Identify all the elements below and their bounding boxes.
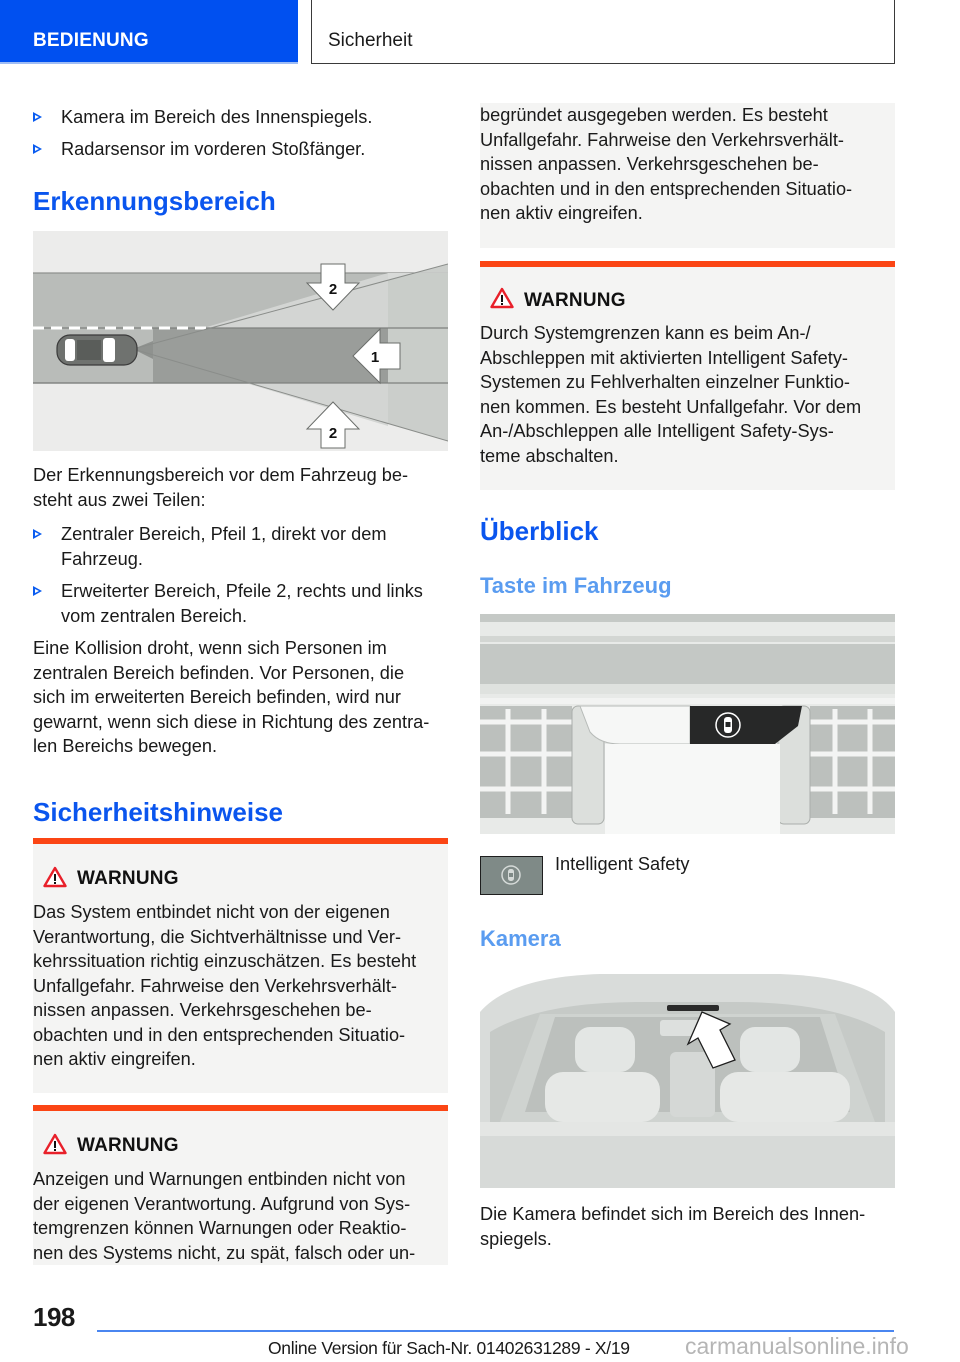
page-number: 198 [33, 1302, 75, 1332]
section-tab [0, 0, 298, 64]
warning-title: WARNUNG [77, 1135, 179, 1156]
car-circle-icon [481, 857, 541, 893]
warning-text: Anzeigen und Warnungen entbinden nicht von der eigenen Verantwortung. Aufgrund von Sys- temgrenzen können Warnungen oder Reaktio- nen des Systems nicht, zu spät, falsch oder un- [33, 1169, 416, 1263]
detection-diagram-graphic [33, 231, 448, 451]
triangle-bullet-icon [33, 144, 42, 154]
warning-box-3 [480, 261, 895, 490]
intro-bullet: Radarsensor im vorderen Stoßfänger. [33, 137, 448, 162]
intro-bullet: Kamera im Bereich des Innenspiegels. [33, 105, 448, 130]
car-icon [57, 335, 137, 365]
warning-bar [33, 1105, 448, 1111]
svg-text:2: 2 [328, 425, 338, 442]
version-text: Online Version für Sach-Nr. 01402631289 - X/19 [268, 1338, 630, 1358]
warning-text: Das System entbindet nicht von der eigenen Verantwortung, die Sichtverhältnisse und Ver- kehrssituation richtig einzuschätzen. Es besteht Unfallgefahr. Fahrweise den Verkehrsverhält- nissen anpassen. Verkehrsgeschehen be- obachten und in den entsprechenden Situatio- nen aktiv eingreifen. [33, 902, 417, 1069]
triangle-bullet-icon [33, 586, 42, 596]
warning-box-2 [33, 1105, 448, 1265]
triangle-bullet-icon [33, 112, 42, 122]
watermark: carmanualsonline.info [685, 1333, 909, 1359]
heading-erkennungsbereich: Erkennungsbereich [33, 186, 276, 216]
camera-location-figure [480, 972, 895, 1188]
heading-taste-im-fahrzeug: Taste im Fahrzeug [480, 573, 672, 598]
interior-graphic [480, 972, 895, 1188]
erkennung-paragraph-1: Der Erkennungsbereich vor dem Fahrzeug be- steht aus zwei Teilen: [33, 465, 409, 510]
svg-text:1: 1 [370, 349, 380, 366]
warning-triangle-icon [43, 866, 67, 888]
warning-triangle-icon [490, 287, 514, 309]
footer-divider [97, 1330, 894, 1332]
camera-description: Die Kamera befindet sich im Bereich des Innen- spiegels. [480, 1204, 866, 1249]
chapter-title: Sicherheit [328, 30, 413, 51]
button-label: Intelligent Safety [555, 854, 690, 874]
warning-box-1 [33, 838, 448, 1093]
intelligent-safety-button-icon [480, 856, 543, 895]
warning-title: WARNUNG [77, 868, 179, 889]
warning-triangle-icon [43, 1133, 67, 1155]
warning-bar [33, 838, 448, 844]
zone-bullet-central: Zentraler Bereich, Pfeil 1, direkt vor dem Fahrzeug. [33, 522, 448, 572]
section-tab-label: BEDIENUNG [33, 30, 149, 51]
detection-area-figure [33, 231, 448, 451]
heading-sicherheitshinweise: Sicherheitshinweise [33, 797, 283, 827]
svg-text:2: 2 [328, 281, 338, 298]
warning-box-2-continued [480, 103, 895, 248]
warning-text: Durch Systemgrenzen kann es beim An-/ Abschleppen mit aktivierten Intelligent Safety- Systemen zu Fehlverhalten einzelner Funktio- nen kommen. Es besteht Unfallgefahr. Vor dem An-/Abschleppen alle Intelligent Safety-Sys- teme abschalten. [480, 323, 862, 466]
heading-kamera: Kamera [480, 926, 561, 951]
dashboard-graphic [480, 614, 895, 834]
dashboard-button-figure [480, 614, 895, 834]
heading-ueberblick: Überblick [480, 516, 599, 546]
warning-text: begründet ausgegeben werden. Es besteht Unfallgefahr. Fahrweise den Verkehrsverhält- nissen anpassen. Verkehrsgeschehen be- obachten und in den entsprechenden Situatio- nen aktiv eingreifen. [480, 105, 853, 223]
warning-bar [480, 261, 895, 267]
erkennung-paragraph-2: Eine Kollision droht, wenn sich Personen im zentralen Bereich befinden. Vor Personen, die sich im erweiterten Bereich befinden, wird nur gewarnt, wenn sich diese in Richtung des zentra- len Bereichs bewegen. [33, 638, 430, 756]
warning-title: WARNUNG [524, 290, 626, 311]
zone-bullet-extended: Erweiterter Bereich, Pfeile 2, rechts und links vom zentralen Bereich. [33, 579, 448, 629]
chapter-header [311, 0, 895, 64]
triangle-bullet-icon [33, 529, 42, 539]
